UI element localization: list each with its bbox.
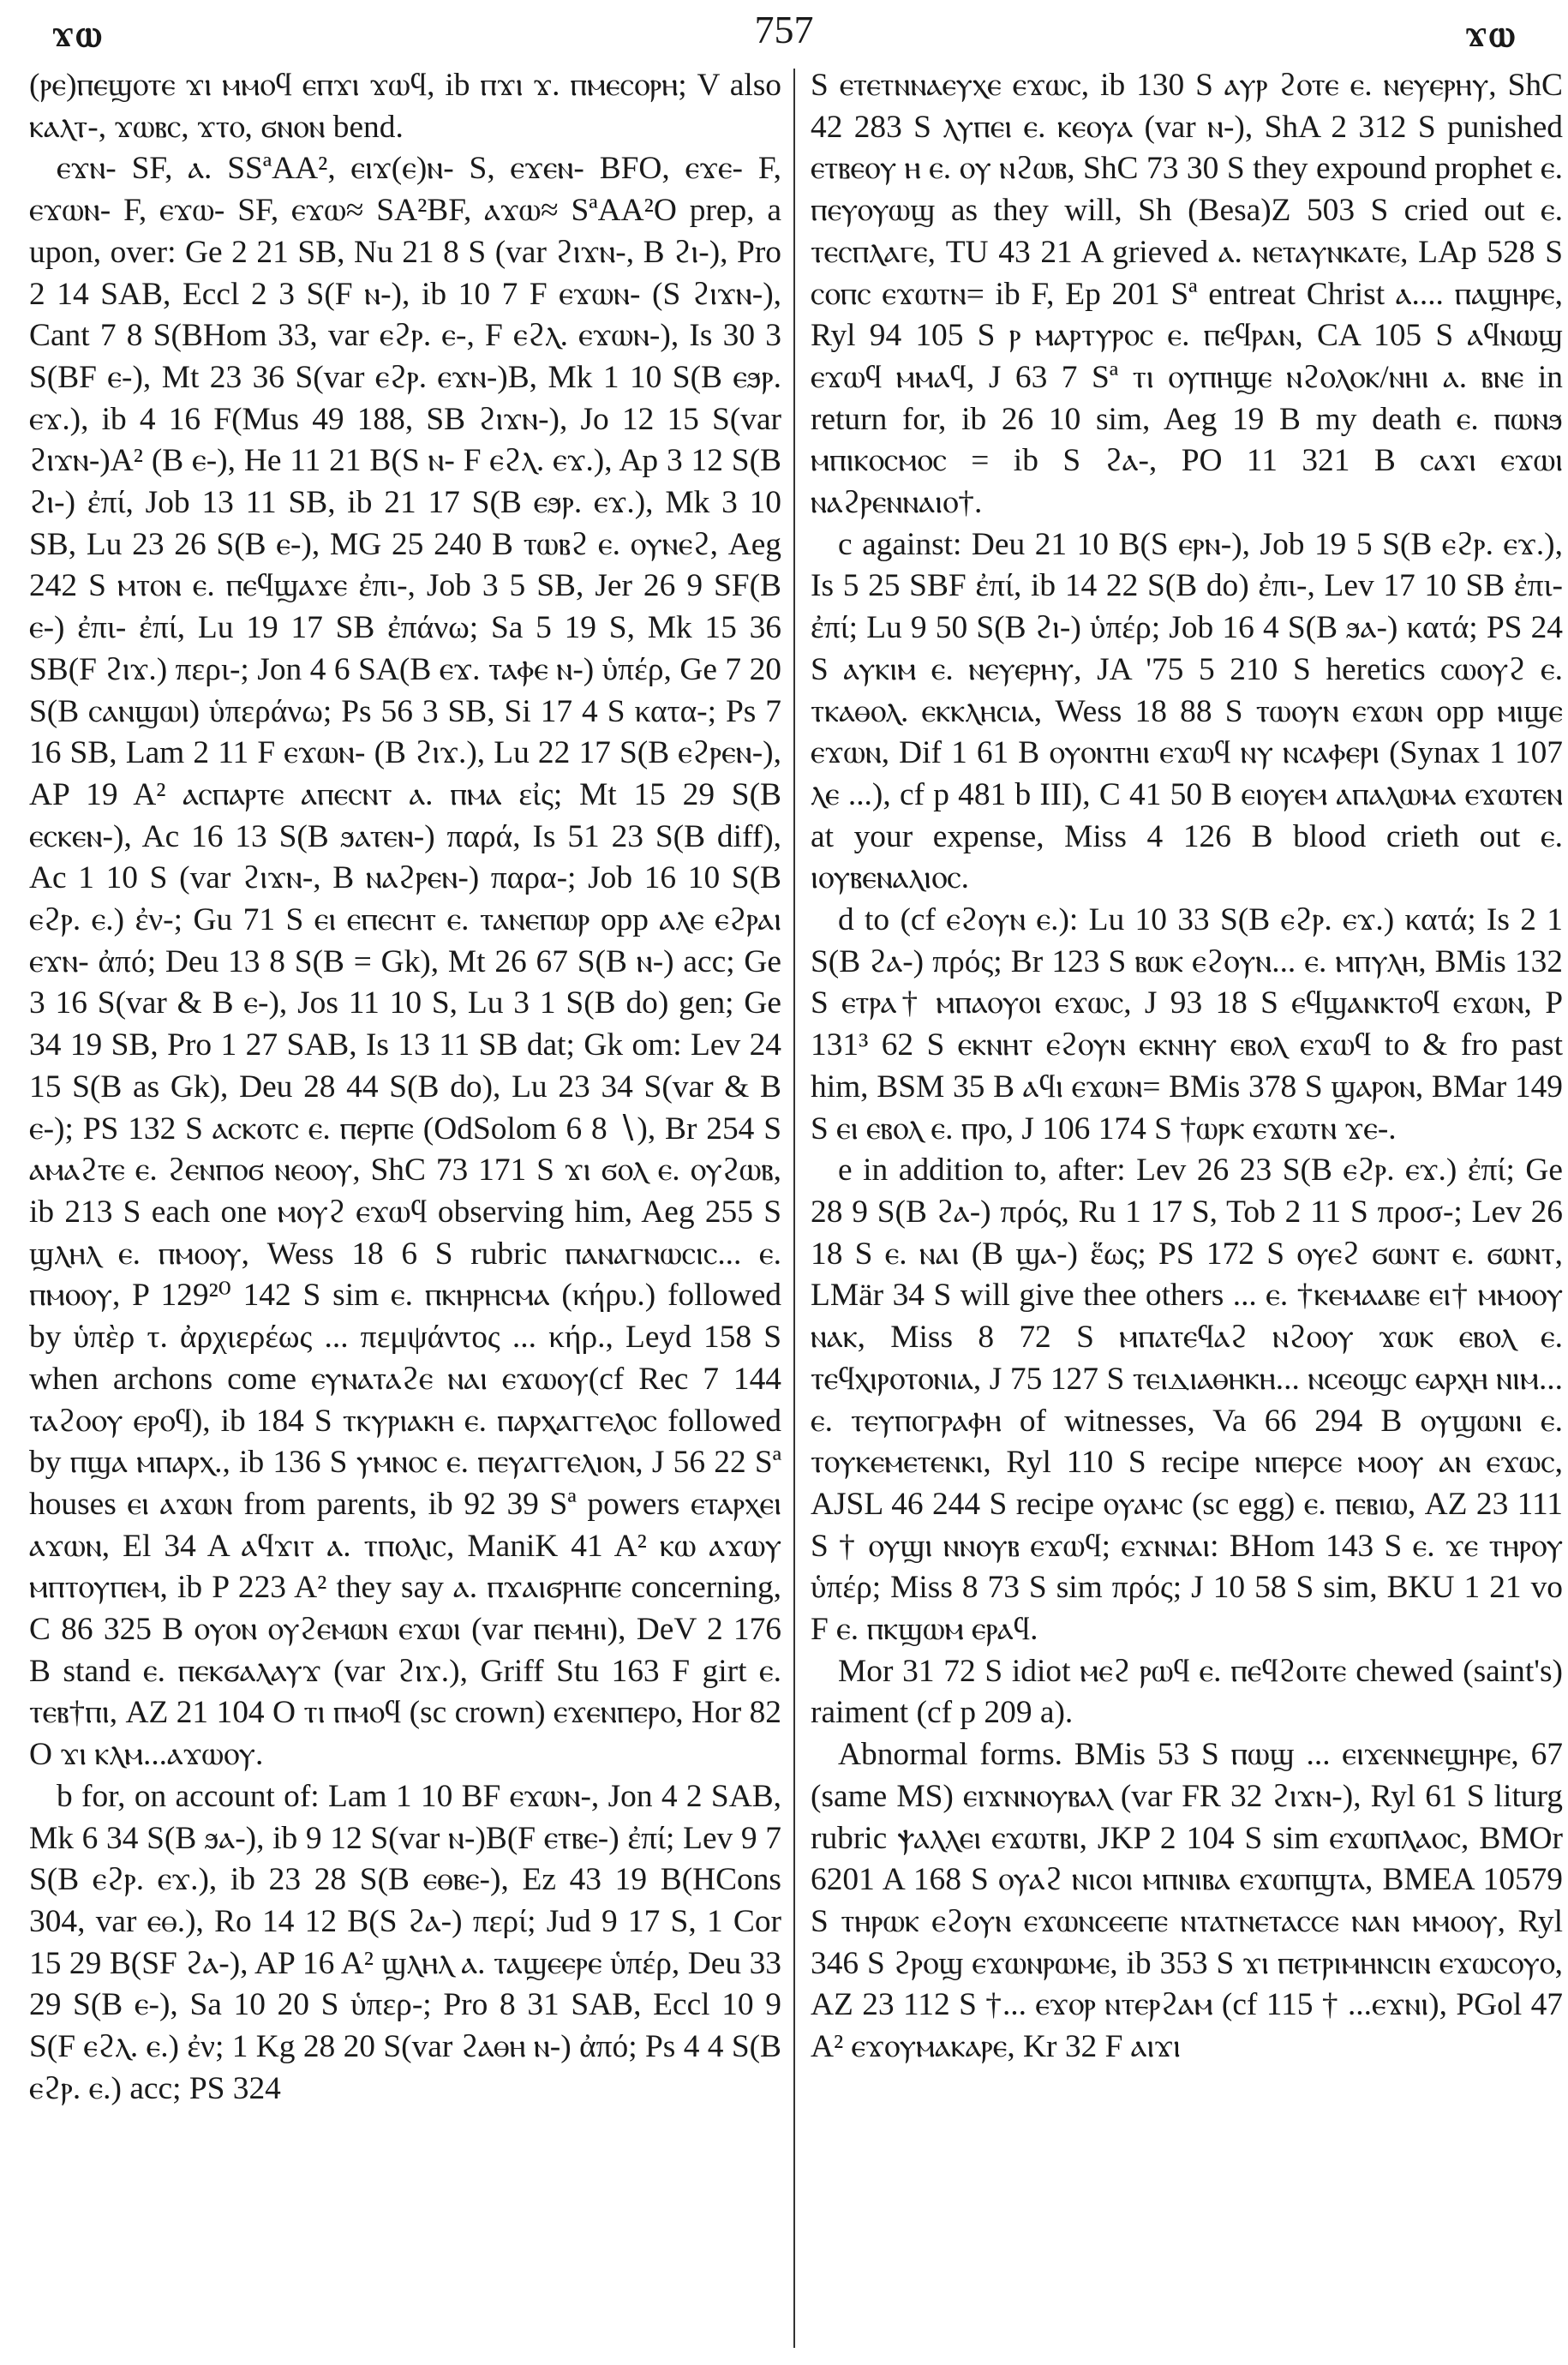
left-column	[29, 65, 781, 2353]
right-column	[811, 65, 1563, 2353]
running-head-left-entry: ϫⲱ	[51, 12, 104, 56]
entry-paragraph: Abnormal forms. BMis 53 S ⲡⲱϣ ... ⲉⲓϫⲉⲛⲛⲉϣⲏⲣⲉ, 67 (same MS) ⲉⲓϫⲛⲛⲟⲩⲃⲁⲗ (var FR 32 ϩⲓϫⲛ-), Ryl 61 S liturg rubric ⲯⲁⲗⲗⲉⲓ ⲉϫⲱⲧⲃⲓ, JKP 2 104 S sim ⲉϫⲱⲡⲗⲁⲟⲥ, BMOr 6201 A 168 S ⲟⲩⲁϩ ⲛⲓⲥⲟⲓ ⲙⲡⲛⲓⲃⲁ ⲉϫⲱⲡϣⲧⲁ, BMEA 10579 S ⲧⲏⲣⲱⲕ ⲉϩⲟⲩⲛ ⲉϫⲱⲛⲥⲉⲉⲡⲉ ⲛⲧⲁⲧⲛⲉⲧⲁⲥⲥⲉ ⲛⲁⲛ ⲙⲙⲟⲟⲩ, Ryl 346 S ϩⲣⲟϣ ⲉϫⲱⲛⲣⲱⲙⲉ, ib 353 S ϫⲓ ⲡⲉⲧⲣⲓⲙⲏⲛⲥⲓⲛ ⲉϫⲱⲥⲟⲩⲟ, AZ 23 112 S †... ⲉϫⲟⲣ ⲛⲧⲉⲣϩⲁⲙ (cf 115 † ...ⲉϫⲛⲓ), PGol 47 A² ⲉϫⲟⲩⲙⲁⲕⲁⲣⲉ, Kr 32 F ⲁⲓϫⲓ	[811, 1737, 1563, 2065]
entry-paragraph: c against: Deu 21 10 B(S ⲉⲣⲛ-), Job 19 5 S(B ⲉϩⲣ. ⲉϫ.), Is 5 25 SBF ἐπί, ib 14 22 S(B do) ἐπι-, Lev 17 10 SB ἐπι- ἐπί; Lu 9 50 S(B ϩⲓ-) ὑπέρ; Job 16 4 S(B ϧⲁ-) κατά; PS 24 S ⲁⲩⲕⲓⲙ ⲉ. ⲛⲉⲩⲉⲣⲏⲩ, JA '75 5 210 S heretics ⲥⲱⲟⲩϩ ⲉ. ⲧⲕⲁⲑⲟⲗ. ⲉⲕⲕⲗⲏⲥⲓⲁ, Wess 18 88 S ⲧⲱⲟⲩⲛ ⲉϫⲱⲛ opp ⲙⲓϣⲉ ⲉϫⲱⲛ, Dif 1 61 B ⲟⲩⲟⲛⲧⲏⲓ ⲉϫⲱϥ ⲛⲩ ⲛⲥⲁⲫⲉⲣⲓ (Synax 1 107 ⲗⲉ ...), cf p 481 b III), C 41 50 B ⲉⲓⲟⲩⲉⲙ ⲁⲡⲁⲗⲱⲙⲁ ⲉϫⲱⲧⲉⲛ at your expense, Miss 4 126 B blood crieth out ⲉ. ⲓⲟⲩⲃⲉⲛⲁⲗⲓⲟⲥ.	[811, 526, 1563, 896]
running-head	[26, 7, 1542, 58]
entry-paragraph: Mor 31 72 S idiot ⲙⲉϩ ⲣⲱϥ ⲉ. ⲡⲉϥϩⲟⲓⲧⲉ chewed (saint's) raiment (cf p 209 a).	[811, 1653, 1563, 1731]
entry-paragraph: (ⲣⲉ)ⲡⲉϣⲟⲧⲉ ϫⲓ ⲙⲙⲟϥ ⲉⲡϫⲓ ϫⲱϥ, ib ⲡϫⲓ ϫ. ⲡⲙⲉⲥⲟⲣⲏ; V also ⲕⲁⲗⲧ-, ϫⲱⲃⲥ, ϫⲧⲟ, ϭⲛⲟⲛ bend.	[29, 68, 781, 145]
entry-paragraph: ⲉϫⲛ- SF, ⲁ. SSªAA², ⲉⲓϫ(ⲉ)ⲛ- S, ⲉϫⲉⲛ- BFO, ⲉϫⲉ- F, ⲉϫⲱⲛ- F, ⲉϫⲱ- SF, ⲉϫⲱ≈ SA²BF, ⲁϫⲱ≈ SªAA²O prep, a upon, over: Ge 2 21 SB, Nu 21 8 S (var ϩⲓϫⲛ-, B ϩⲓ-), Pro 2 14 SAB, Eccl 2 3 S(F ⲛ-), ib 10 7 F ⲉϫⲱⲛ- (S ϩⲓϫⲛ-), Cant 7 8 S(BHom 33, var ⲉϩⲣ. ⲉ-, F ⲉϩⲗ. ⲉϫⲱⲛ-), Is 30 3 S(BF ⲉ-), Mt 23 36 S(var ⲉϩⲣ. ⲉϫⲛ-)B, Mk 1 10 S(B ⲉϧⲣ. ⲉϫ.), ib 4 16 F(Mus 49 188, SB ϩⲓϫⲛ-), Jo 12 15 S(var ϩⲓϫⲛ-)A² (B ⲉ-), He 11 21 B(S ⲛ- F ⲉϩⲗ. ⲉϫ.), Ap 3 12 S(B ϩⲓ-) ἐπί, Job 13 11 SB, ib 21 17 S(B ⲉϧⲣ. ⲉϫ.), Mk 3 10 SB, Lu 23 26 S(B ⲉ-), MG 25 240 B ⲧⲱⲃϩ ⲉ. ⲟⲩⲛⲉϩ, Aeg 242 S ⲙⲧⲟⲛ ⲉ. ⲡⲉϥϣⲁϫⲉ ἐπι-, Job 3 5 SB, Jer 26 9 SF(B ⲉ-) ἐπι- ἐπί, Lu 19 17 SB ἐπάνω; Sa 5 19 S, Mk 15 36 SB(F ϩⲓϫ.) περι-; Jon 4 6 SA(B ⲉϫ. ⲧⲁⲫⲉ ⲛ-) ὑπέρ, Ge 7 20 S(B ⲥⲁⲛϣⲱⲓ) ὑπεράνω; Ps 56 3 SB, Si 17 4 S κατα-; Ps 7 16 SB, Lam 2 11 F ⲉϫⲱⲛ- (B ϩⲓϫ.), Lu 22 17 S(B ⲉϩⲣⲉⲛ-), AP 19 A² ⲁⲥⲡⲁⲣⲧⲉ ⲁⲡⲉⲥⲛⲧ ⲁ. ⲡⲙⲁ εἰς; Mt 15 29 S(B ⲉⲥⲕⲉⲛ-), Ac 16 13 S(B ϧⲁⲧⲉⲛ-) παρά, Is 51 23 S(B diff), Ac 1 10 S (var ϩⲓϫⲛ-, B ⲛⲁϩⲣⲉⲛ-) παρα-; Job 16 10 S(B ⲉϩⲣ. ⲉ.) ἐν-; Gu 71 S ⲉⲓ ⲉⲡⲉⲥⲏⲧ ⲉ. ⲧⲁⲛⲉⲡⲱⲣ opp ⲁⲗⲉ ⲉϩⲣⲁⲓ ⲉϫⲛ- ἀπό; Deu 13 8 S(B = Gk), Mt 26 67 S(B ⲛ-) acc; Ge 3 16 S(var & B ⲉ-), Jos 11 10 S, Lu 3 1 S(B do) gen; Ge 34 19 SB, Pro 1 27 SAB, Is 13 11 SB dat; Gk om: Lev 24 15 S(B as Gk), Deu 28 44 S(B do), Lu 23 34 S(var & B ⲉ-); PS 132 S ⲁⲥⲕⲟⲧⲥ ⲉ. ⲡⲉⲣⲡⲉ (OdSolom 6 8 ∖), Br 254 S ⲁⲙⲁϩⲧⲉ ⲉ. ϩⲉⲛⲡⲟϭ ⲛⲉⲟⲟⲩ, ShC 73 171 S ϫⲓ ϭⲟⲗ ⲉ. ⲟⲩϩⲱⲃ, ib 213 S each one ⲙⲟⲩϩ ⲉϫⲱϥ observing him, Aeg 255 S ϣⲗⲏⲗ ⲉ. ⲡⲙⲟⲟⲩ, Wess 18 6 S rubric ⲡⲁⲛⲁⲅⲛⲱⲥⲓⲥ... ⲉ. ⲡⲙⲟⲟⲩ, P 129²⁰ 142 S sim ⲉ. ⲡⲕⲏⲣⲏⲥⲙⲁ (κήρυ.) followed by ὑπὲρ τ. ἀρχιερέως ... πεμψάντος ... κήρ., Leyd 158 S when archons come ⲉⲩⲛⲁⲧⲁϩⲉ ⲛⲁⲓ ⲉϫⲱⲟⲩ(cf Rec 7 144 ⲧⲁϩⲟⲟⲩ ⲉⲣⲟϥ), ib 184 S ⲧⲕⲩⲣⲓⲁⲕⲏ ⲉ. ⲡⲁⲣⲭⲁⲅⲅⲉⲗⲟⲥ followed by ⲡϣⲁ ⲙⲡⲁⲣⲭ., ib 136 S ⲩⲙⲛⲟⲥ ⲉ. ⲡⲉⲩⲁⲅⲅⲉⲗⲓⲟⲛ, J 56 22 Sª houses ⲉⲓ ⲁϫⲱⲛ from parents, ib 92 39 Sª powers ⲉⲧⲁⲣⲭⲉⲓ ⲁϫⲱⲛ, El 34 A ⲁϥϫⲓⲧ ⲁ. ⲧⲡⲟⲗⲓⲥ, ManiK 41 A² ⲕⲱ ⲁϫⲱⲩ ⲙⲡⲧⲟⲩⲡⲉⲙ, ib P 223 A² they say ⲁ. ⲡϫⲁⲓϭⲣⲏⲡⲉ concerning, C 86 325 B ⲟⲩⲟⲛ ⲟⲩϩⲉⲙⲱⲛ ⲉϫⲱⲓ (var ⲡⲉⲙⲏⲓ), DeV 2 176 B stand ⲉ. ⲡⲉⲕϭⲁⲗⲁⲩϫ (var ϩⲓϫ.), Griff Stu 163 F girt ⲉ. ⲧⲉⲃ†ⲡⲓ, AZ 21 104 O ⲧⲓ ⲡⲙⲟϥ (sc crown) ⲉϫⲉⲛⲡⲉⲣⲟ, Hor 82 O ϫⲓ ⲕⲗⲙ...ⲁϫⲱⲟⲩ.	[29, 151, 781, 1773]
running-head-right-entry: ϫⲱ	[1464, 12, 1517, 56]
column-divider	[793, 69, 795, 2348]
entry-paragraph: e in addition to, after: Lev 26 23 S(B ⲉϩⲣ. ⲉϫ.) ἐπί; Ge 28 9 S(B ϩⲁ-) πρός, Ru 1 17 S, Tob 2 11 S προσ-; Lev 26 18 S ⲉ. ⲛⲁⲓ (B ϣⲁ-) ἕως; PS 172 S ⲟⲩⲉϩ ϭⲱⲛⲧ ⲉ. ϭⲱⲛⲧ, LMär 34 S will give thee others ... ⲉ. †ⲕⲉⲙⲁⲁⲃⲉ ⲉⲓ† ⲙⲙⲟⲟⲩ ⲛⲁⲕ, Miss 8 72 S ⲙⲡⲁⲧⲉϥⲁϩ ⲛϩⲟⲟⲩ ϫⲱⲕ ⲉⲃⲟⲗ ⲉ. ⲧⲉϥⲭⲓⲣⲟⲧⲟⲛⲓⲁ, J 75 127 S ⲧⲉⲓⲇⲓⲁⲑⲏⲕⲏ... ⲛⲥⲉⲟϣⲥ ⲉⲁⲣⲭⲏ ⲛⲓⲙ... ⲉ. ⲧⲉⲩⲡⲟⲅⲣⲁⲫⲏ of witnesses, Va 66 294 B ⲟⲩϣⲱⲛⲓ ⲉ. ⲧⲟⲩⲕⲉⲙⲉⲧⲉⲛⲕⲓ, Ryl 110 S recipe ⲛⲡⲉⲣⲥⲉ ⲙⲟⲟⲩ ⲁⲛ ⲉϫⲱⲥ, AJSL 46 244 S recipe ⲟⲩⲁⲙⲥ (sc egg) ⲉ. ⲡⲉⲃⲓⲱ, AZ 23 111 S † ⲟⲩϣⲓ ⲛⲛⲟⲩⲃ ⲉϫⲱϥ; ⲉϫⲛⲛⲁⲓ: BHom 143 S ⲉ. ϫⲉ ⲧⲏⲣⲟⲩ ὑπέρ; Miss 8 73 S sim πρός; J 10 58 S sim, BKU 1 21 vo F ⲉ. ⲡⲕϣⲱⲙ ⲉⲣⲁϥ.	[811, 1153, 1563, 1648]
entry-paragraph: S ⲉⲧⲉⲧⲛⲛⲁⲉⲩⲭⲉ ⲉϫⲱⲥ, ib 130 S ⲁⲩⲣ ϩⲟⲧⲉ ⲉ. ⲛⲉⲩⲉⲣⲏⲩ, ShC 42 283 S ⲗⲩⲡⲉⲓ ⲉ. ⲕⲉⲟⲩⲁ (var ⲛ-), ShA 2 312 S punished ⲉⲧⲃⲉⲟⲩ ⲏ ⲉ. ⲟⲩ ⲛϩⲱⲃ, ShC 73 30 S they expound prophet ⲉ. ⲡⲉⲩⲟⲩⲱϣ as they will, Sh (Besa)Z 503 S cried out ⲉ. ⲧⲉⲥⲡⲗⲁⲅⲉ, TU 43 21 A grieved ⲁ. ⲛⲉⲧⲁⲩⲛⲕⲁⲧⲉ, LAp 528 S ⲥⲟⲡⲥ ⲉϫⲱⲧⲛ= ib F, Ep 201 Sª entreat Christ ⲁ.... ⲡⲁϣⲏⲣⲉ, Ryl 94 105 S ⲣ ⲙⲁⲣⲧⲩⲣⲟⲥ ⲉ. ⲡⲉϥⲣⲁⲛ, CA 105 S ⲁϥⲛⲱϣ ⲉϫⲱϥ ⲙⲙⲁϥ, J 63 7 Sª ⲧⲓ ⲟⲩⲡⲏϣⲉ ⲛϩⲟⲗⲟⲕ/ⲛⲏⲓ ⲁ. ⲃⲛⲉ in return for, ib 26 10 sim, Aeg 19 B my death ⲉ. ⲡⲱⲛϧ ⲙⲡⲓⲕⲟⲥⲙⲟⲥ = ib S ϩⲁ-, PO 11 321 B ⲥⲁϫⲓ ⲉϫⲱⲓ ⲛⲁϩⲣⲉⲛⲛⲁⲓⲟ†.	[811, 68, 1563, 521]
page-number: 757	[754, 8, 814, 51]
entry-paragraph: b for, on account of: Lam 1 10 BF ⲉϫⲱⲛ-, Jon 4 2 SAB, Mk 6 34 S(B ϧⲁ-), ib 9 12 S(var ⲛ-)B(F ⲉⲧⲃⲉ-) ἐπί; Lev 9 7 S(B ⲉϩⲣ. ⲉϫ.), ib 23 28 S(B ⲉⲑⲃⲉ-), Ez 43 19 B(HCons 304, var ⲉⲑ.), Ro 14 12 B(S ϩⲁ-) περί; Jud 9 17 S, 1 Cor 15 29 B(SF ϩⲁ-), AP 16 A² ϣⲗⲏⲗ ⲁ. ⲧⲁϣⲉⲉⲣⲉ ὑπέρ, Deu 33 29 S(B ⲉ-), Sa 10 20 S ὑπερ-; Pro 8 31 SAB, Eccl 10 9 S(F ⲉϩⲗ. ⲉ.) ἐν; 1 Kg 28 20 S(var ϩⲁⲑⲏ ⲛ-) ἀπό; Ps 4 4 S(B ⲉϩⲣ. ⲉ.) acc; PS 324	[29, 1778, 781, 2106]
entry-paragraph: d to (cf ⲉϩⲟⲩⲛ ⲉ.): Lu 10 33 S(B ⲉϩⲣ. ⲉϫ.) κατά; Is 2 1 S(B ϩⲁ-) πρός; Br 123 S ⲃⲱⲕ ⲉϩⲟⲩⲛ... ⲉ. ⲙⲡⲩⲗⲏ, BMis 132 S ⲉⲧⲣⲁ† ⲙⲡⲁⲟⲩⲟⲓ ⲉϫⲱⲥ, J 93 18 S ⲉϥϣⲁⲛⲕⲧⲟϥ ⲉϫⲱⲛ, P 131³ 62 S ⲉⲕⲛⲏⲧ ⲉϩⲟⲩⲛ ⲉⲕⲛⲏⲩ ⲉⲃⲟⲗ ⲉϫⲱϥ to & fro past him, BSM 35 B ⲁϥⲓ ⲉϫⲱⲛ= BMis 378 S ϣⲁⲣⲟⲛ, BMar 149 S ⲉⲓ ⲉⲃⲟⲗ ⲉ. ⲡⲣⲟ, J 106 174 S †ⲱⲣⲕ ⲉϫⲱⲧⲛ ϫⲉ-.	[811, 902, 1563, 1147]
